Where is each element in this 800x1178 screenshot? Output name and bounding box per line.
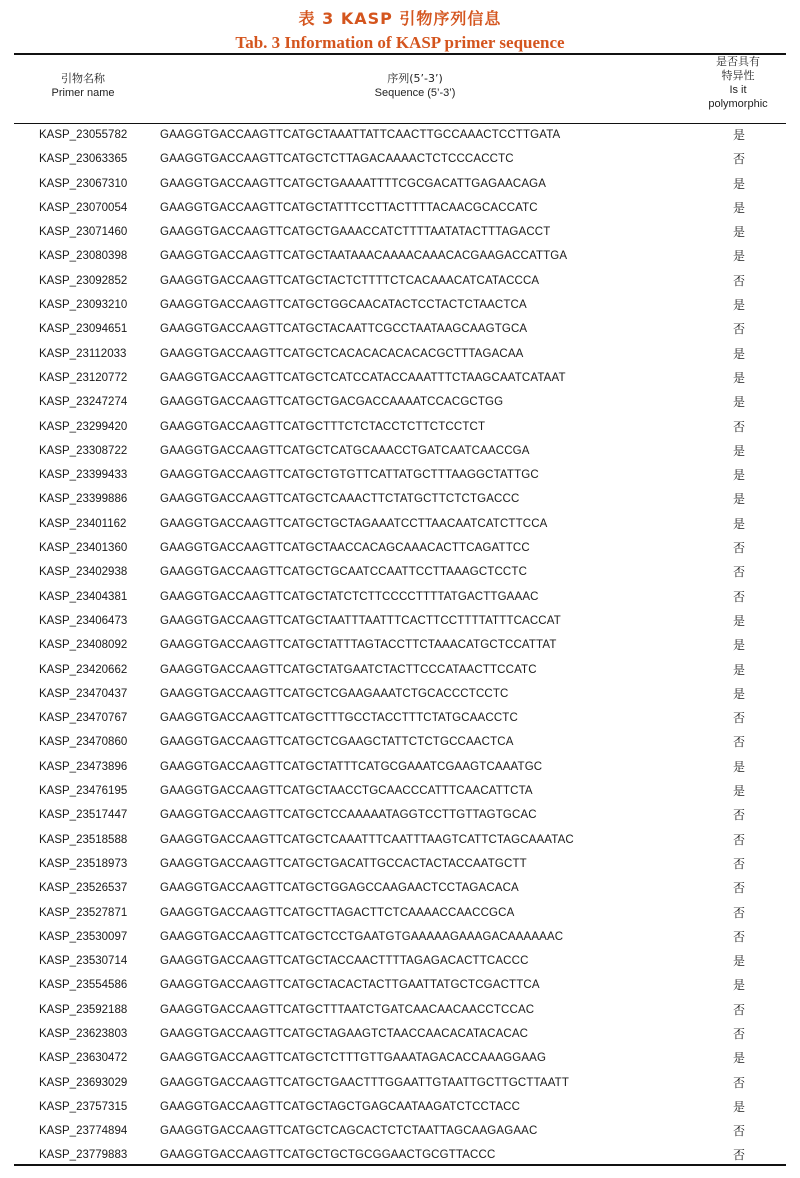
table-row (14, 876, 786, 900)
primer-name-cell: KASP_23554586 (39, 979, 128, 992)
table-row (14, 269, 786, 293)
primer-name-cell: KASP_23476195 (39, 785, 128, 798)
polymorphic-cell: 是 (732, 200, 745, 215)
primer-name-cell: KASP_23420662 (39, 663, 128, 676)
polymorphic-cell: 否 (732, 929, 745, 944)
primer-name-cell: KASP_23247274 (39, 396, 128, 409)
header-primer-name-en: Primer name (51, 87, 115, 99)
polymorphic-cell: 是 (732, 662, 745, 677)
primer-name-cell: KASP_23055782 (39, 129, 128, 141)
primer-name-cell: KASP_23070054 (39, 201, 128, 214)
sequence-cell: GAAGGTGACCAAGTTCATGCTACTCTTTTCTCACAAACATCATACCCA (160, 274, 540, 287)
primer-name-cell: KASP_23517447 (39, 809, 128, 822)
primer-name-cell: KASP_23526537 (39, 882, 128, 895)
polymorphic-cell: 否 (732, 1124, 745, 1139)
sequence-cell: GAAGGTGACCAAGTTCATGCTAGAAGTCTAACCAACACATACACAC (160, 1027, 529, 1040)
table-row (14, 220, 786, 244)
sequence-cell: GAAGGTGACCAAGTTCATGCTTTGCCTACCTTTCTATGCAACCTC (160, 712, 518, 725)
sequence-cell: GAAGGTGACCAAGTTCATGCTTAGACTTCTCAAAACCAACCGCA (160, 906, 515, 919)
sequence-cell: GAAGGTGACCAAGTTCATGCTGCTGCGGAACTGCGTTACCC (160, 1149, 496, 1162)
header-sequence (160, 71, 670, 101)
header-sequence-cn: 序列(5’-3’) (387, 72, 443, 85)
polymorphic-cell: 是 (732, 492, 745, 507)
primer-name-cell: KASP_23470767 (39, 712, 128, 725)
table-row (14, 949, 786, 973)
sequence-cell: GAAGGTGACCAAGTTCATGCTAGCTGAGCAATAAGATCTCCTACC (160, 1100, 521, 1113)
polymorphic-cell: 否 (732, 541, 745, 556)
header-sequence-en: Sequence (5’-3’) (374, 87, 456, 99)
table-title-en: Tab. 3 Information of KASP primer sequence (235, 33, 565, 52)
table-row (14, 585, 786, 609)
polymorphic-cell: 是 (732, 784, 745, 799)
polymorphic-cell: 否 (732, 565, 745, 580)
sequence-cell: GAAGGTGACCAAGTTCATGCTAATAAACAAAACAAACACGAAGACCATTGA (160, 250, 568, 263)
sequence-cell: GAAGGTGACCAAGTTCATGCTATTTCATGCGAAATCGAAGTCAAATGC (160, 760, 543, 773)
sequence-cell: GAAGGTGACCAAGTTCATGCTAATTTAATTTCACTTCCTTTTATTTCACCAT (160, 614, 561, 627)
primer-name-cell: KASP_23693029 (39, 1076, 128, 1089)
table-row (14, 852, 786, 876)
primer-name-cell: KASP_23530714 (39, 955, 128, 968)
polymorphic-cell: 是 (732, 468, 745, 483)
table-body (14, 123, 786, 1168)
table-row (14, 317, 786, 341)
table-row (14, 293, 786, 317)
polymorphic-cell: 是 (732, 176, 745, 191)
table-row (14, 998, 786, 1022)
polymorphic-cell: 否 (732, 711, 745, 726)
sequence-cell: GAAGGTGACCAAGTTCATGCTGGCAACATACTCCTACTCTAACTCA (160, 299, 527, 312)
sequence-cell: GAAGGTGACCAAGTTCATGCTGCTAGAAATCCTTAACAATCATCTTCCA (160, 517, 548, 530)
polymorphic-cell: 是 (732, 298, 745, 313)
sequence-cell: GAAGGTGACCAAGTTCATGCTCTTTGTTGAAATAGACACCAAAGGAAG (160, 1052, 547, 1065)
sequence-cell: GAAGGTGACCAAGTTCATGCTGAACTTTGGAATTGTAATTGCTTGCTTAATT (160, 1076, 570, 1089)
table-title-cn: 表 3 KASP 引物序列信息 (298, 9, 502, 28)
table-row (14, 123, 786, 147)
table-row (14, 463, 786, 487)
primer-name-cell: KASP_23470437 (39, 687, 128, 700)
header-polymorphic-en-2: polymorphic (708, 98, 768, 110)
primer-name-cell: KASP_23092852 (39, 274, 128, 287)
polymorphic-cell: 是 (732, 613, 745, 628)
primer-name-cell: KASP_23063365 (39, 153, 128, 166)
sequence-cell: GAAGGTGACCAAGTTCATGCTCATCCATACCAAATTTCTAAGCAATCATAAT (160, 371, 566, 384)
sequence-cell: GAAGGTGACCAAGTTCATGCTGCAATCCAATTCCTTAAAGCTCCTC (160, 566, 528, 579)
sequence-cell: GAAGGTGACCAAGTTCATGCTATGAATCTACTTCCCATAACTTCCATC (160, 663, 537, 676)
sequence-cell: GAAGGTGACCAAGTTCATGCTCGAAGCTATTCTCTGCCAACTCA (160, 736, 514, 749)
primer-name-cell: KASP_23120772 (39, 371, 128, 384)
table-row (14, 779, 786, 803)
header-polymorphic (690, 55, 786, 111)
polymorphic-cell: 是 (732, 759, 745, 774)
polymorphic-cell: 是 (732, 249, 745, 264)
primer-name-cell: KASP_23071460 (39, 226, 128, 239)
primer-name-cell: KASP_23299420 (39, 420, 128, 433)
sequence-cell: GAAGGTGACCAAGTTCATGCTGAAAATTTTCGCGACATTGAGAACAGA (160, 177, 547, 190)
primer-name-cell: KASP_23527871 (39, 906, 128, 919)
table-row (14, 828, 786, 852)
table-row (14, 973, 786, 997)
primer-name-cell: KASP_23080398 (39, 250, 128, 263)
polymorphic-cell: 否 (732, 1075, 745, 1090)
primer-name-cell: KASP_23401162 (39, 517, 127, 530)
table-row (14, 803, 786, 827)
table-row (14, 1022, 786, 1046)
table-row (14, 901, 786, 925)
table-row (14, 172, 786, 196)
header-polymorphic-cn-1: 是否具有 (716, 55, 760, 68)
table-row (14, 682, 786, 706)
polymorphic-cell: 是 (732, 395, 745, 410)
primer-name-cell: KASP_23592188 (39, 1003, 128, 1016)
table-row (14, 1095, 786, 1119)
polymorphic-cell: 是 (732, 638, 745, 653)
table-row (14, 925, 786, 949)
polymorphic-cell: 是 (732, 443, 745, 458)
primer-name-cell: KASP_23623803 (39, 1027, 128, 1040)
polymorphic-cell: 否 (732, 419, 745, 434)
polymorphic-cell: 否 (732, 832, 745, 847)
polymorphic-cell: 否 (732, 1002, 745, 1017)
polymorphic-cell: 否 (732, 881, 745, 896)
sequence-cell: GAAGGTGACCAAGTTCATGCTTTAATCTGATCAACAACAACCTCCAC (160, 1003, 535, 1016)
table-row (14, 196, 786, 220)
sequence-cell: GAAGGTGACCAAGTTCATGCTACAATTCGCCTAATAAGCAAGTGCA (160, 323, 528, 336)
primer-name-cell: KASP_23530097 (39, 930, 128, 943)
header-primer-name-cn: 引物名称 (61, 72, 105, 85)
sequence-cell: GAAGGTGACCAAGTTCATGCTCCTGAATGTGAAAAAGAAAGACAAAAAAC (160, 930, 564, 943)
sequence-cell: GAAGGTGACCAAGTTCATGCTCAAACTTCTATGCTTCTCTGACCC (160, 493, 520, 506)
table-row (14, 536, 786, 560)
sequence-cell: GAAGGTGACCAAGTTCATGCTACCAACTTTTAGAGACACTTCACCC (160, 955, 529, 968)
sequence-cell: GAAGGTGACCAAGTTCATGCTGTGTTCATTATGCTTTAAGGCTATTGC (160, 469, 539, 482)
sequence-cell: GAAGGTGACCAAGTTCATGCTATTTCCTTACTTTTACAACGCACCATC (160, 201, 538, 214)
primer-name-cell: KASP_23404381 (39, 590, 128, 603)
sequence-cell: GAAGGTGACCAAGTTCATGCTCAAATTTCAATTTAAGTCATTCTAGCAAATAC (160, 833, 574, 846)
header-primer-name (14, 71, 152, 101)
primer-name-cell: KASP_23518588 (39, 833, 128, 846)
header-polymorphic-cn-2: 特异性 (721, 69, 755, 82)
sequence-cell: GAAGGTGACCAAGTTCATGCTTTCTCTACCTCTTCTCCTCT (160, 420, 486, 433)
polymorphic-cell: 是 (732, 954, 745, 969)
primer-name-cell: KASP_23401360 (39, 542, 128, 555)
sequence-cell: GAAGGTGACCAAGTTCATGCTATTTAGTACCTTCTAAACATGCTCCATTAT (160, 639, 557, 652)
polymorphic-cell: 否 (732, 152, 745, 167)
table-row (14, 1071, 786, 1095)
sequence-cell: GAAGGTGACCAAGTTCATGCTAACCACAGCAAACACTTCAGATTCC (160, 542, 530, 555)
primer-name-cell: KASP_23399433 (39, 469, 128, 482)
sequence-cell: GAAGGTGACCAAGTTCATGCTATCTCTTCCCCTTTTATGACTTGAAAC (160, 590, 539, 603)
primer-name-cell: KASP_23779883 (39, 1149, 128, 1162)
polymorphic-cell: 是 (732, 128, 745, 142)
polymorphic-cell: 否 (732, 1026, 745, 1041)
sequence-cell: GAAGGTGACCAAGTTCATGCTGACGACCAAAATCCACGCTGG (160, 396, 504, 409)
sequence-cell: GAAGGTGACCAAGTTCATGCTGGAGCCAAGAACTCCTAGACACA (160, 882, 519, 895)
polymorphic-cell: 是 (732, 978, 745, 993)
table-row (14, 560, 786, 584)
sequence-cell: GAAGGTGACCAAGTTCATGCTCACACACACACACGCTTTAGACAA (160, 347, 524, 360)
polymorphic-cell: 是 (732, 225, 745, 240)
polymorphic-cell: 否 (732, 273, 745, 288)
primer-name-cell: KASP_23408092 (39, 639, 128, 652)
header-polymorphic-en-1: Is it (729, 84, 747, 96)
sequence-cell: GAAGGTGACCAAGTTCATGCTGAAACCATCTTTTAATATACTTTAGACCT (160, 226, 551, 239)
table-row (14, 244, 786, 268)
polymorphic-cell: 是 (732, 1099, 745, 1114)
polymorphic-cell: 否 (732, 856, 745, 871)
polymorphic-cell: 是 (732, 1051, 745, 1066)
primer-name-cell: KASP_23757315 (39, 1100, 128, 1113)
polymorphic-cell: 否 (732, 808, 745, 823)
polymorphic-cell: 是 (732, 370, 745, 385)
polymorphic-cell: 否 (732, 322, 745, 337)
table-row (14, 633, 786, 657)
primer-name-cell: KASP_23473896 (39, 760, 128, 773)
primer-name-cell: KASP_23308722 (39, 444, 128, 457)
primer-name-cell: KASP_23630472 (39, 1052, 128, 1065)
polymorphic-cell: 否 (732, 905, 745, 920)
sequence-cell: GAAGGTGACCAAGTTCATGCTAACCTGCAACCCATTTCAACATTCTA (160, 785, 533, 798)
sequence-cell: GAAGGTGACCAAGTTCATGCTGACATTGCCACTACTACCAATGCTT (160, 857, 527, 870)
table-row (14, 730, 786, 754)
polymorphic-cell: 否 (732, 1148, 745, 1163)
primer-name-cell: KASP_23518973 (39, 857, 128, 870)
table-row (14, 755, 786, 779)
table-row (14, 512, 786, 536)
primer-name-cell: KASP_23399886 (39, 493, 128, 506)
sequence-cell: GAAGGTGACCAAGTTCATGCTCTTAGACAAAACTCTCCCACCTC (160, 153, 514, 166)
table-row (14, 342, 786, 366)
primer-name-cell: KASP_23774894 (39, 1125, 128, 1138)
sequence-cell: GAAGGTGACCAAGTTCATGCTAAATTATTCAACTTGCCAAACTCCTTGATA (160, 129, 561, 141)
table-row (14, 1046, 786, 1070)
table-row (14, 439, 786, 463)
table-row (14, 706, 786, 730)
table-row (14, 487, 786, 511)
table-row (14, 366, 786, 390)
primer-name-cell: KASP_23402938 (39, 566, 128, 579)
polymorphic-cell: 是 (732, 686, 745, 701)
polymorphic-cell: 是 (732, 346, 745, 361)
polymorphic-cell: 是 (732, 516, 745, 531)
primer-name-cell: KASP_23094651 (39, 323, 128, 336)
table-row (14, 415, 786, 439)
sequence-cell: GAAGGTGACCAAGTTCATGCTCATGCAAACCTGATCAATCAACCGA (160, 444, 530, 457)
table-row (14, 1119, 786, 1143)
primer-name-cell: KASP_23093210 (39, 299, 128, 312)
table-row (14, 609, 786, 633)
table-row (14, 390, 786, 414)
top-rule (14, 53, 786, 55)
bottom-rule (14, 1164, 786, 1166)
primer-name-cell: KASP_23112033 (39, 347, 127, 360)
polymorphic-cell: 否 (732, 735, 745, 750)
table-row (14, 658, 786, 682)
polymorphic-cell: 否 (732, 589, 745, 604)
table-row (14, 147, 786, 171)
primer-name-cell: KASP_23470860 (39, 736, 128, 749)
primer-name-cell: KASP_23406473 (39, 614, 128, 627)
sequence-cell: GAAGGTGACCAAGTTCATGCTACACTACTTGAATTATGCTCGACTTCA (160, 979, 540, 992)
sequence-cell: GAAGGTGACCAAGTTCATGCTCAGCACTCTCTAATTAGCAAGAGAAC (160, 1125, 538, 1138)
sequence-cell: GAAGGTGACCAAGTTCATGCTCCAAAAATAGGTCCTTGTTAGTGCAC (160, 809, 537, 822)
sequence-cell: GAAGGTGACCAAGTTCATGCTCGAAGAAATCTGCACCCTCCTC (160, 687, 509, 700)
primer-name-cell: KASP_23067310 (39, 177, 128, 190)
